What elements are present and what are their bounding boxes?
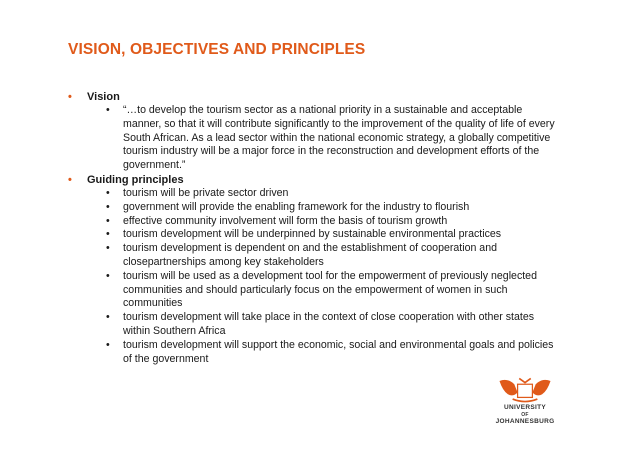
logo-line-1: UNIVERSITY bbox=[503, 404, 546, 411]
crest-icon bbox=[495, 376, 555, 404]
bullet-icon: • bbox=[68, 173, 72, 186]
item-line: government.” bbox=[123, 159, 186, 172]
item-line: tourism will be private sector driven bbox=[123, 186, 289, 199]
list-item bbox=[68, 311, 568, 339]
item-line: tourism development will support the economic, social and environmental goals and policies bbox=[123, 338, 554, 351]
section-heading bbox=[68, 173, 568, 187]
bullet-icon: • bbox=[106, 242, 110, 255]
list-item bbox=[68, 242, 568, 270]
item-line: within Southern Africa bbox=[123, 324, 226, 337]
bullet-icon: • bbox=[106, 186, 110, 199]
item-line: “…to develop the tourism sector as a national priority in a sustainable and acceptable bbox=[123, 104, 523, 116]
logo-line-2: OF bbox=[521, 412, 529, 418]
item-line: government will provide the enabling framework for the industry to flourish bbox=[123, 200, 470, 213]
list-item bbox=[68, 104, 568, 173]
bullet-icon: • bbox=[106, 269, 110, 282]
heading-text: Vision bbox=[87, 91, 120, 103]
university-logo bbox=[485, 376, 565, 426]
slide-title: VISION, OBJECTIVES AND PRINCIPLES bbox=[68, 41, 366, 58]
item-line: tourism will be used as a development tool for the empowerment of previously neglected bbox=[123, 269, 537, 282]
item-line: tourism industry will be a major force in the reconstruction and development efforts of the bbox=[123, 145, 540, 158]
bullet-icon: • bbox=[106, 104, 110, 116]
bullet-icon: • bbox=[106, 338, 110, 351]
list-item bbox=[68, 201, 568, 215]
logo-line-3: JOHANNESBURG bbox=[495, 418, 555, 425]
bullet-icon: • bbox=[106, 228, 110, 241]
list-item bbox=[68, 339, 568, 367]
item-line: South African. As a lead sector within the national economic strategy, a globally competitive bbox=[123, 131, 551, 144]
list-item bbox=[68, 270, 568, 311]
item-line: manner, so that it will contribute significantly to the improvement of the quality of life of every bbox=[123, 117, 555, 130]
item-line: tourism development is dependent on and the establishment of cooperation and bbox=[123, 242, 497, 255]
item-line: effective community involvement will form the basis of tourism growth bbox=[123, 214, 448, 227]
item-line: communities and should particularly focus on the empowerment of women in such bbox=[123, 283, 508, 296]
heading-text: Guiding principles bbox=[87, 173, 184, 186]
list-item bbox=[68, 228, 568, 242]
list-item bbox=[68, 215, 568, 229]
bullet-icon: • bbox=[106, 200, 110, 213]
slide-body bbox=[68, 90, 568, 366]
bullet-icon: • bbox=[106, 311, 110, 324]
item-line: closepartnerships among key stakeholders bbox=[123, 255, 324, 268]
bullet-icon: • bbox=[106, 214, 110, 227]
item-line: tourism development will be underpinned by sustainable environmental practices bbox=[123, 228, 502, 241]
item-line: tourism development will take place in the context of close cooperation with other states bbox=[123, 311, 535, 324]
item-line: communities bbox=[123, 297, 183, 310]
bullet-icon: • bbox=[68, 91, 72, 103]
section-heading bbox=[68, 90, 568, 104]
list-item bbox=[68, 187, 568, 201]
item-line: of the government bbox=[123, 352, 209, 365]
